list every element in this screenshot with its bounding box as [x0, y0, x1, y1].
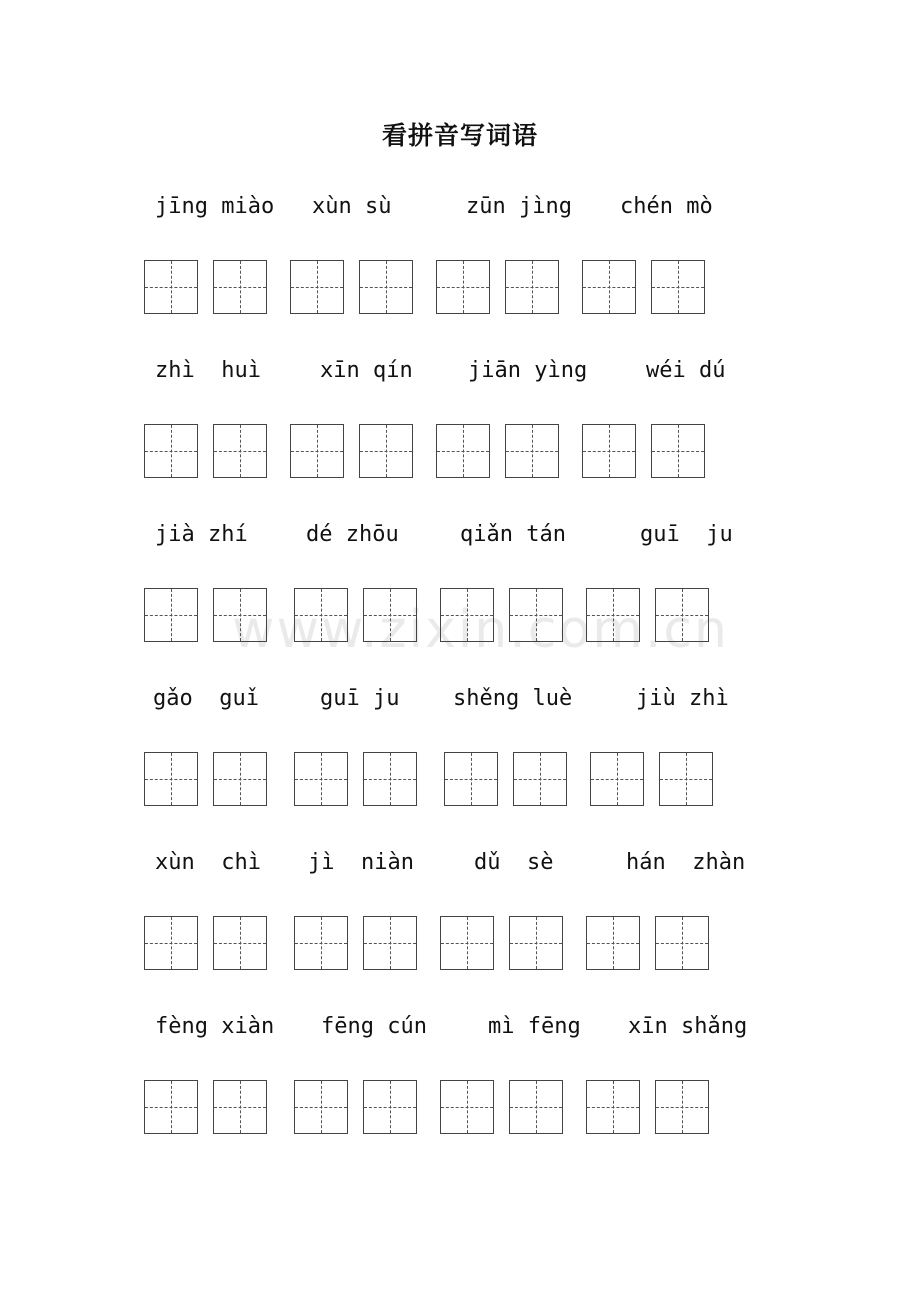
writing-box[interactable] [294, 916, 348, 970]
writing-box[interactable] [144, 588, 198, 642]
writing-box[interactable] [651, 260, 705, 314]
pinyin-label: hán zhàn [626, 850, 746, 875]
pinyin-label: qiǎn tán [460, 522, 566, 547]
writing-box[interactable] [294, 1080, 348, 1134]
writing-box[interactable] [655, 916, 709, 970]
writing-box[interactable] [436, 424, 490, 478]
pinyin-label: jì niàn [308, 850, 414, 875]
writing-box[interactable] [509, 1080, 563, 1134]
writing-box[interactable] [586, 588, 640, 642]
writing-box[interactable] [363, 752, 417, 806]
pinyin-label: fēng cún [321, 1014, 427, 1039]
pinyin-label: fèng xiàn [155, 1014, 275, 1039]
writing-box[interactable] [655, 1080, 709, 1134]
writing-box[interactable] [213, 588, 267, 642]
page-title: 看拼音写词语 [381, 121, 538, 150]
writing-box[interactable] [509, 588, 563, 642]
writing-box[interactable] [444, 752, 498, 806]
writing-box[interactable] [513, 752, 567, 806]
pinyin-label: chén mò [620, 194, 713, 219]
writing-box[interactable] [586, 1080, 640, 1134]
writing-box[interactable] [144, 424, 198, 478]
writing-box[interactable] [213, 916, 267, 970]
writing-box[interactable] [436, 260, 490, 314]
writing-box[interactable] [144, 1080, 198, 1134]
writing-box[interactable] [213, 752, 267, 806]
pinyin-label: gǎo guǐ [153, 686, 259, 711]
writing-box[interactable] [213, 1080, 267, 1134]
exercise-row-6 [0, 1012, 920, 1176]
exercise-row-4 [0, 684, 920, 848]
writing-box[interactable] [363, 1080, 417, 1134]
writing-box[interactable] [144, 260, 198, 314]
writing-box[interactable] [651, 424, 705, 478]
writing-box[interactable] [294, 752, 348, 806]
writing-box[interactable] [213, 260, 267, 314]
writing-box[interactable] [363, 588, 417, 642]
pinyin-label: zūn jìng [466, 194, 572, 219]
watermark: www.zixin.com.cn [232, 600, 729, 660]
pinyin-label: shěng luè [453, 686, 573, 711]
pinyin-label: zhì huì [155, 358, 261, 383]
writing-box[interactable] [582, 260, 636, 314]
writing-box[interactable] [582, 424, 636, 478]
writing-box[interactable] [290, 260, 344, 314]
writing-box[interactable] [505, 260, 559, 314]
writing-box[interactable] [144, 916, 198, 970]
pinyin-label: xùn sù [312, 194, 392, 219]
pinyin-label: wéi dú [646, 358, 726, 383]
pinyin-label: mì fēng [488, 1014, 581, 1039]
writing-box[interactable] [590, 752, 644, 806]
exercise-row-3 [0, 520, 920, 684]
writing-box[interactable] [440, 588, 494, 642]
pinyin-label: dǔ sè [474, 850, 554, 875]
pinyin-label: jīng miào [155, 194, 275, 219]
pinyin-label: xīn shǎng [628, 1014, 748, 1039]
writing-box[interactable] [659, 752, 713, 806]
writing-box[interactable] [509, 916, 563, 970]
writing-box[interactable] [294, 588, 348, 642]
writing-box[interactable] [440, 1080, 494, 1134]
writing-box[interactable] [144, 752, 198, 806]
writing-box[interactable] [440, 916, 494, 970]
writing-box[interactable] [290, 424, 344, 478]
writing-box[interactable] [359, 424, 413, 478]
pinyin-label: dé zhōu [306, 522, 399, 547]
writing-box[interactable] [359, 260, 413, 314]
pinyin-label: xīn qín [320, 358, 413, 383]
pinyin-label: jiù zhì [636, 686, 729, 711]
pinyin-label: xùn chì [155, 850, 261, 875]
writing-box[interactable] [586, 916, 640, 970]
pinyin-label: guī ju [640, 522, 733, 547]
writing-box[interactable] [505, 424, 559, 478]
writing-box[interactable] [655, 588, 709, 642]
exercise-row-2 [0, 356, 920, 520]
exercise-row-5 [0, 848, 920, 1012]
pinyin-label: guī ju [320, 686, 400, 711]
pinyin-label: jià zhí [155, 522, 248, 547]
writing-box[interactable] [213, 424, 267, 478]
pinyin-label: jiān yìng [468, 358, 588, 383]
writing-box[interactable] [363, 916, 417, 970]
exercise-row-1 [0, 192, 920, 356]
